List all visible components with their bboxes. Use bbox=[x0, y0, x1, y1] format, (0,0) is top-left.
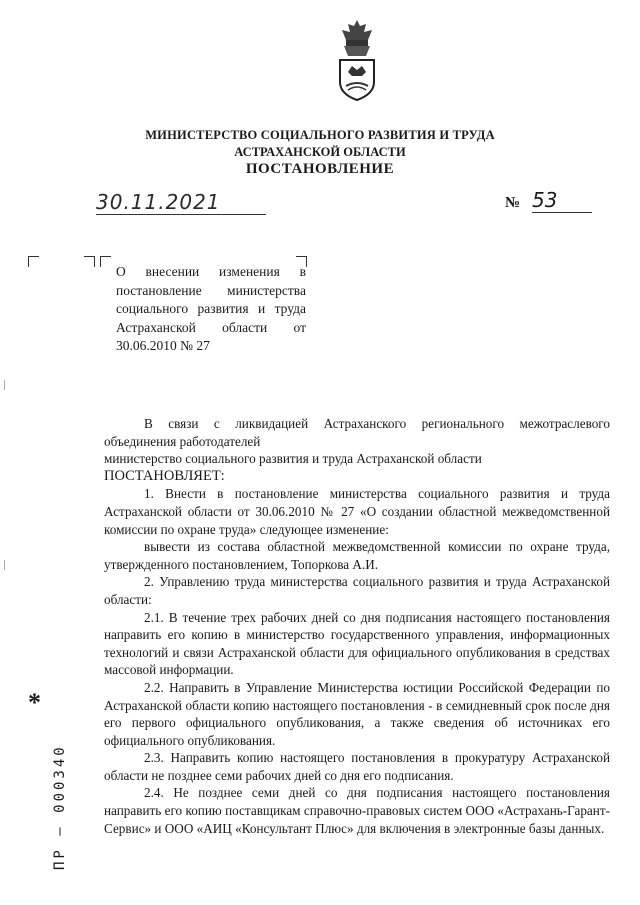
paragraph: вывести из состава областной межведомственной комиссии по охране труда, утвержденного постановлением, Топоркова А.И. bbox=[104, 539, 610, 572]
paragraph: 2.4. Не позднее семи дней со дня подписания настоящего постановления направить его копию поставщикам справочно-правовых систем ООО «Астрахань-Гарант-Сервис» и ООО «АИЦ «Консультант Плюс» для включения в электронные базы данных. bbox=[104, 785, 610, 836]
paragraph: 1. Внести в постановление министерства социального развития и труда Астраханской области от 30.06.2010 № 27 «О создании областной межведомственной комиссии по охране труда» следующее изменение: bbox=[104, 486, 610, 537]
number-label: № bbox=[505, 195, 521, 211]
paragraph: министерство социального развития и труда Астраханской области bbox=[104, 451, 482, 467]
form-serial-number: ПР – 000340 bbox=[52, 744, 68, 870]
coat-of-arms-icon bbox=[326, 18, 388, 106]
resolution-word: ПОСТАНОВЛЯЕТ: bbox=[104, 467, 225, 484]
date-value: 30.11.2021 bbox=[96, 190, 221, 214]
paragraph: 2. Управлению труда министерства социального развития и труда Астраханской области: bbox=[104, 574, 610, 607]
document-type: ПОСТАНОВЛЕНИЕ bbox=[245, 161, 395, 177]
document-date bbox=[96, 190, 266, 215]
org-name-line2: АСТРАХАНСКОЙ ОБЛАСТИ bbox=[234, 145, 406, 159]
corner-mark bbox=[100, 256, 111, 267]
document-body bbox=[104, 415, 610, 837]
paragraph: 2.1. В течение трех рабочих дней со дня подписания настоящего постановления направить его копию в министерство государственного управления, информационных технологий и связи Астраханской области для официального опубликования в средствах массовой информации. bbox=[104, 609, 610, 678]
margin-star: * bbox=[28, 688, 41, 717]
document-number: 53 bbox=[532, 188, 592, 213]
margin-tick bbox=[4, 560, 5, 570]
org-name-line1: МИНИСТЕРСТВО СОЦИАЛЬНОГО РАЗВИТИЯ И ТРУДА bbox=[145, 128, 495, 142]
document-subject: О внесении изменения в постановление министерства социального развития и труда Астраханской области от 30.06.2010 № 27 bbox=[116, 264, 306, 353]
margin-tick bbox=[4, 380, 5, 390]
paragraph: 2.2. Направить в Управление Министерства юстиции Российской Федерации по Астраханской области копию настоящего постановления - в семидневный срок после дня его первого официального опубликования, а также сведения об источниках его официального опубликования. bbox=[104, 679, 610, 748]
paragraph: 2.3. Направить копию настоящего постановления в прокуратуру Астраханской области не позднее семи рабочих дней со дня его подписания. bbox=[104, 750, 610, 783]
paragraph: В связи с ликвидацией Астраханского регионального межотраслевого объединения работодателей bbox=[104, 416, 610, 449]
corner-mark bbox=[84, 256, 95, 267]
corner-mark bbox=[28, 256, 39, 267]
